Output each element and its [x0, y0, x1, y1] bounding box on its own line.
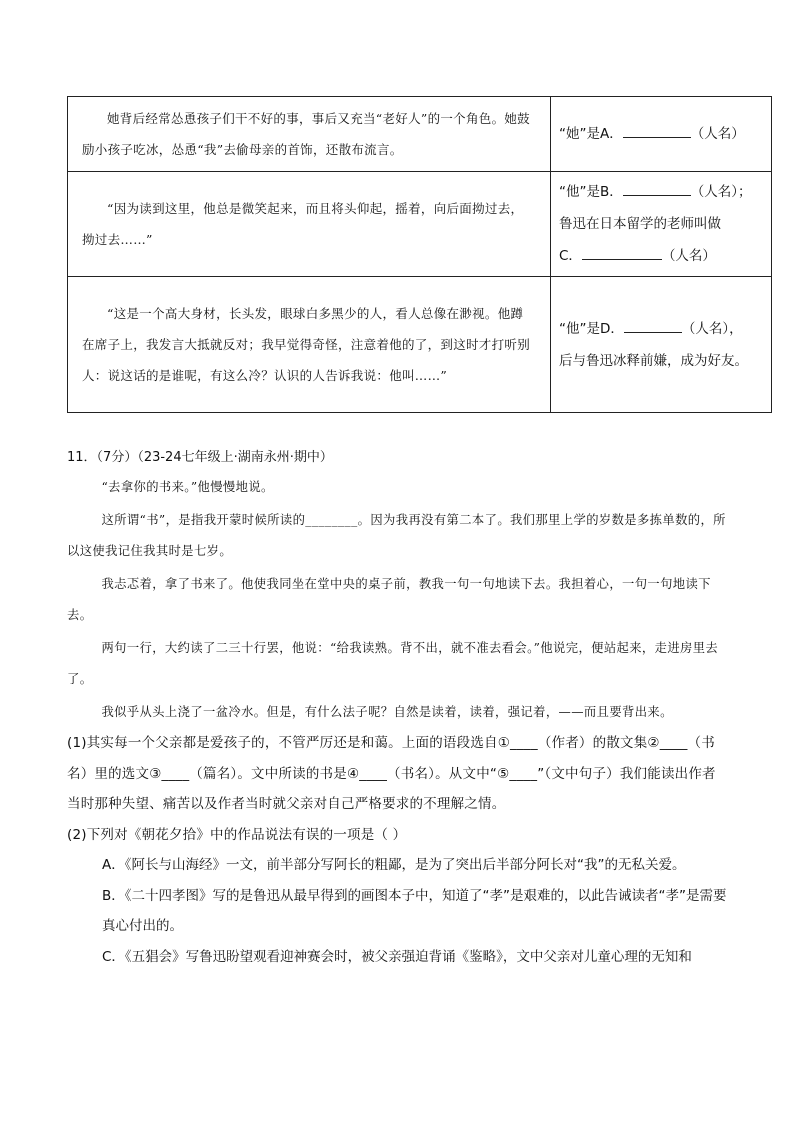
answer-line: “他”是B． （人名）； [559, 176, 763, 208]
answer-blank-d[interactable] [624, 318, 682, 333]
question-header: 11．（7分）（23-24七年级上·湖南永州·期中） [67, 450, 333, 465]
passage-paragraph: “去拿你的书来。”他慢慢地说。 [101, 480, 274, 494]
passage-cell [68, 172, 551, 277]
table-row [68, 277, 772, 413]
sub-question-1: (1)其实每一个父亲都是爱孩子的，不管严厉还是和蔼。上面的语段选自①____（作者）的散文集②____（书名）里的选文③____（篇名）。文中所读的书是④____（书名）。从文中“⑤____”（文中句子）我们能读出作者当时那种失望、痛苦以及作者当时就父亲对自己严格要求的不理解之情。 [67, 735, 716, 812]
passage-cell [68, 277, 551, 413]
answer-line: “她”是A． （人名） [559, 118, 763, 150]
passage-paragraph: 我似乎从头上浇了一盆冷水。但是，有什么法子呢？自然是读着，读着，强记着，——而且要背出来。 [101, 705, 673, 719]
answer-blank-a[interactable] [623, 123, 691, 138]
answer-blank-b[interactable] [623, 181, 691, 196]
passage-paragraph: 我忐忑着，拿了书来了。他使我同坐在堂中央的桌子前，教我一句一句地读下去。我担着心，一句一句地读下去。 [67, 577, 711, 622]
answer-cell [551, 97, 772, 172]
question-11 [67, 448, 727, 972]
option-b[interactable]: B．《二十四孝图》写的是鲁迅从最早得到的画图本子中，知道了“孝”是艰难的，以此告诫读者“孝”是需要真心付出的。 [102, 887, 727, 934]
character-table [67, 96, 772, 413]
answer-cell [551, 277, 772, 413]
passage-cell [68, 97, 551, 172]
answer-line: “他”是D． （人名）， [559, 313, 763, 345]
answer-blank-c[interactable] [582, 245, 662, 260]
table-row [68, 172, 772, 277]
answer-cell [551, 172, 772, 277]
answer-line: 后与鲁迅冰释前嫌，成为好友。 [559, 352, 748, 369]
passage-text: “因为读到这里，他总是微笑起来，而且将头仰起，摇着，向后面拗过去，拗过去……” [82, 201, 524, 247]
answer-line: 鲁迅在日本留学的老师叫做 [559, 216, 721, 232]
passage-text: 她背后经常怂恿孩子们干不好的事，事后又充当“老好人”的一个角色。她鼓励小孩子吃冰，怂恿“我”去偷母亲的首饰，还散布流言。 [82, 111, 530, 157]
sub-question-2: (2)下列对《朝花夕拾》中的作品说法有误的一项是（ ） [67, 826, 407, 843]
table-row [68, 97, 772, 172]
passage-text: “这是一个高大身材，长头发，眼球白多黑少的人，看人总像在渺视。他蹲在席子上，我发言大抵就反对；我早觉得奇怪，注意着他的了，到这时才打听别人：说这话的是谁呢，有这么冷？认识的人告诉我说：他叫……” [82, 306, 531, 383]
answer-line: C． （人名） [559, 240, 763, 272]
option-a[interactable]: A．《阿长与山海经》一文，前半部分写阿长的粗鄙，是为了突出后半部分阿长对“我”的无私关爱。 [102, 857, 686, 873]
option-c[interactable]: C．《五猖会》写鲁迅盼望观看迎神赛会时，被父亲强迫背诵《鉴略》，文中父亲对儿童心理的无知和 [102, 948, 692, 965]
reading-passage [67, 472, 727, 728]
passage-paragraph: 这所谓“书”，是指我开蒙时候所读的________。因为我再没有第二本了。我们那里上学的岁数是多拣单数的，所以这使我记住我其时是七岁。 [67, 513, 726, 558]
passage-paragraph: 两句一行，大约读了二三十行罢，他说：“给我读熟。背不出，就不准去看会。”他说完，便站起来，走进房里去了。 [67, 641, 719, 686]
